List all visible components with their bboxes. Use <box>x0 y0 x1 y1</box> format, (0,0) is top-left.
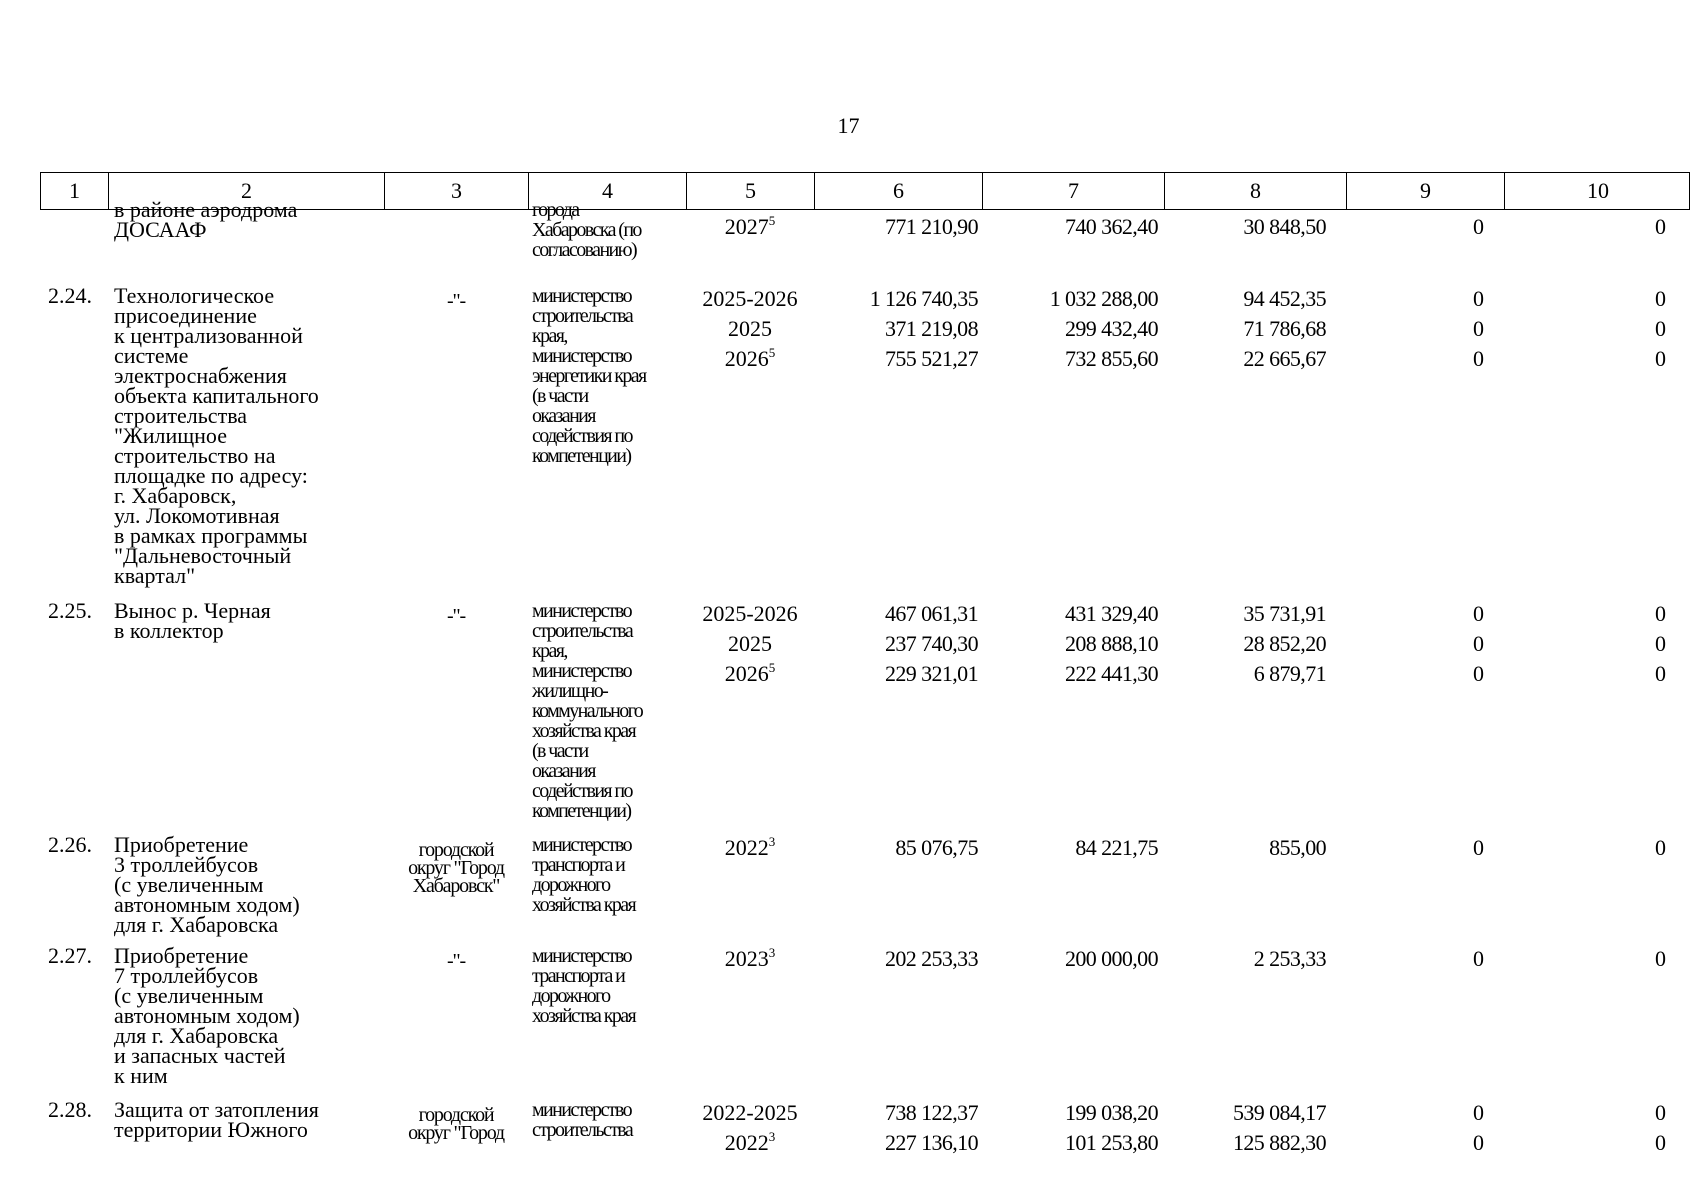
cell-text: 229 321,01 <box>884 661 978 686</box>
amount-value <box>990 1098 1158 1128</box>
column-9 <box>1340 944 1484 974</box>
page-number: 17 <box>837 113 860 138</box>
amount-value <box>1500 659 1666 689</box>
column-10 <box>1500 1098 1666 1158</box>
amount-value <box>1170 212 1326 242</box>
amount-value <box>990 944 1158 974</box>
amount-value <box>1170 833 1326 863</box>
column-10 <box>1500 833 1666 863</box>
column-8 <box>1170 833 1326 863</box>
cell-text: 0 <box>1473 946 1484 971</box>
column-6 <box>820 1098 978 1158</box>
cell-text: 0 <box>1473 286 1484 311</box>
cell-text: 0 <box>1473 214 1484 239</box>
footnote-mark: 5 <box>768 660 776 675</box>
cell-text: 0 <box>1655 835 1666 860</box>
cell-text: 84 221,75 <box>1075 835 1158 860</box>
cell-text: 855,00 <box>1269 835 1326 860</box>
amount-value <box>1500 833 1666 863</box>
row-responsible: министерство строительства края, министерство жилищно- коммунального хозяйства края (в части оказания содействия по компетенции) <box>532 600 643 822</box>
column-5 <box>690 944 810 974</box>
cell-text: 0 <box>1655 946 1666 971</box>
amount-value <box>820 944 978 974</box>
column-5 <box>690 833 810 863</box>
amount-value <box>1170 314 1326 344</box>
amount-value <box>1340 284 1484 314</box>
cell-text: 2023 <box>724 946 769 971</box>
column-9 <box>1340 833 1484 863</box>
column-7 <box>990 284 1158 374</box>
cell-text: 200 000,00 <box>1064 946 1158 971</box>
amount-value <box>1170 629 1326 659</box>
column-5 <box>690 284 810 374</box>
amount-value <box>1170 344 1326 374</box>
amount-value <box>1500 1128 1666 1158</box>
cell-text: 0 <box>1473 1100 1484 1125</box>
amount-value <box>1340 629 1484 659</box>
period-value <box>690 599 810 629</box>
amount-value <box>1500 314 1666 344</box>
row-municipality: -"- <box>447 290 465 312</box>
cell-text: 2 253,33 <box>1253 946 1326 971</box>
period-value <box>690 833 810 863</box>
cell-text: 125 882,30 <box>1232 1130 1326 1155</box>
amount-value <box>1340 1098 1484 1128</box>
amount-value <box>1340 212 1484 242</box>
cell-text: 0 <box>1473 835 1484 860</box>
amount-value <box>1340 944 1484 974</box>
cell-text: 0 <box>1473 1130 1484 1155</box>
cell-text: 2025 <box>728 631 772 656</box>
header-cell-5: 5 <box>687 173 815 209</box>
column-6 <box>820 284 978 374</box>
cell-text: 0 <box>1655 346 1666 371</box>
period-value <box>690 284 810 314</box>
amount-value <box>990 212 1158 242</box>
cell-text: 94 452,35 <box>1243 286 1326 311</box>
column-5 <box>690 1098 810 1158</box>
amount-value <box>1170 659 1326 689</box>
cell-text: 227 136,10 <box>884 1130 978 1155</box>
period-value <box>690 659 810 689</box>
header-cell-9: 9 <box>1347 173 1505 209</box>
row-municipality: -"- <box>447 605 465 627</box>
cell-text: 2025 <box>728 316 772 341</box>
amount-value <box>990 314 1158 344</box>
amount-value <box>1340 599 1484 629</box>
cell-text: 71 786,68 <box>1243 316 1326 341</box>
amount-value <box>820 629 978 659</box>
amount-value <box>820 599 978 629</box>
cell-text: 0 <box>1473 316 1484 341</box>
amount-value <box>1500 944 1666 974</box>
header-cell-2: 2 <box>109 173 385 209</box>
cell-text: 85 076,75 <box>895 835 978 860</box>
amount-value <box>820 1098 978 1128</box>
column-10 <box>1500 599 1666 689</box>
period-value <box>690 1098 810 1128</box>
amount-value <box>1170 599 1326 629</box>
column-6 <box>820 599 978 689</box>
column-9 <box>1340 1098 1484 1158</box>
header-cell-7: 7 <box>983 173 1165 209</box>
row-municipality: городской округ "Город Хабаровск" <box>408 839 504 897</box>
column-8 <box>1170 284 1326 374</box>
amount-value <box>1170 1098 1326 1128</box>
column-7 <box>990 944 1158 974</box>
amount-value <box>990 629 1158 659</box>
cell-text: 35 731,91 <box>1243 601 1326 626</box>
amount-value <box>1340 314 1484 344</box>
amount-value <box>1170 1128 1326 1158</box>
row-responsible: министерство транспорта и дорожного хозяйства края <box>532 834 636 916</box>
cell-text: 2026 <box>724 661 769 686</box>
column-5 <box>690 599 810 689</box>
footnote-mark: 3 <box>768 834 776 849</box>
cell-text: 771 210,90 <box>884 214 978 239</box>
cell-text: 0 <box>1655 286 1666 311</box>
header-cell-10: 10 <box>1587 178 1609 203</box>
amount-value <box>820 833 978 863</box>
amount-value <box>1500 344 1666 374</box>
cell-text: 0 <box>1655 214 1666 239</box>
amount-value <box>1340 659 1484 689</box>
cell-text: 2025-2026 <box>702 286 798 311</box>
cell-text: 0 <box>1473 601 1484 626</box>
row-name: Защита от затопления территории Южного <box>114 1097 319 1142</box>
row-municipality: -"- <box>447 950 465 972</box>
cell-text: 732 855,60 <box>1064 346 1158 371</box>
cell-text: 2025-2026 <box>702 601 798 626</box>
cell-text: 1 126 740,35 <box>869 286 978 311</box>
header-cell-4: 4 <box>529 173 687 209</box>
cell-text: 22 665,67 <box>1243 346 1326 371</box>
period-value <box>690 944 810 974</box>
header-cell-1: 1 <box>41 173 109 209</box>
row-name: Вынос р. Черная в коллектор <box>114 598 271 643</box>
column-9 <box>1340 212 1484 242</box>
cell-text: 2022-2025 <box>702 1100 798 1125</box>
column-10 <box>1500 944 1666 974</box>
amount-value <box>990 284 1158 314</box>
amount-value <box>1170 284 1326 314</box>
cell-text: 740 362,40 <box>1064 214 1158 239</box>
footnote-mark: 3 <box>768 945 776 960</box>
column-10 <box>1500 284 1666 374</box>
row-responsible: министерство строительства края, министерство энергетики края (в части оказания содействия по компетенции) <box>532 285 646 467</box>
column-8 <box>1170 599 1326 689</box>
amount-value <box>1340 344 1484 374</box>
cell-text: 0 <box>1655 661 1666 686</box>
amount-value <box>1340 833 1484 863</box>
row-municipality: городской округ "Город <box>408 1104 504 1144</box>
cell-text: 2022 <box>724 835 769 860</box>
column-6 <box>820 944 978 974</box>
cell-text: 199 038,20 <box>1064 1100 1158 1125</box>
cell-text: 431 329,40 <box>1064 601 1158 626</box>
amount-value <box>820 314 978 344</box>
row-name: Приобретение 3 троллейбусов (с увеличенным автономным ходом) для г. Хабаровска <box>114 832 300 937</box>
header-cell-6: 6 <box>815 173 983 209</box>
amount-value <box>820 1128 978 1158</box>
row-number: 2.26. <box>48 832 92 857</box>
row-responsible: министерство строительства <box>532 1099 633 1141</box>
column-8 <box>1170 1098 1326 1158</box>
column-7 <box>990 212 1158 242</box>
cell-text: 539 084,17 <box>1232 1100 1326 1125</box>
row-name: в районе аэродрома ДОСААФ <box>114 197 298 242</box>
cell-text: 0 <box>1473 661 1484 686</box>
column-9 <box>1340 599 1484 689</box>
cell-text: 755 521,27 <box>884 346 978 371</box>
amount-value <box>820 659 978 689</box>
header-cell-3: 3 <box>385 173 529 209</box>
cell-text: 0 <box>1655 601 1666 626</box>
cell-text: 738 122,37 <box>884 1100 978 1125</box>
cell-text: 2027 <box>724 214 769 239</box>
amount-value <box>820 284 978 314</box>
amount-value <box>1170 944 1326 974</box>
cell-text: 0 <box>1473 631 1484 656</box>
row-name: Технологическое присоединение к централизованной системе электроснабжения объекта капитального строительства "Жилищное строительство на площадке по адресу: г. Хабаровск, ул. Локомотивная в рамках программы "Дальневосточный квартал" <box>114 283 319 588</box>
cell-text: 0 <box>1655 631 1666 656</box>
period-value <box>690 1128 810 1158</box>
column-7 <box>990 1098 1158 1158</box>
amount-value <box>820 344 978 374</box>
cell-text: 222 441,30 <box>1064 661 1158 686</box>
column-6 <box>820 212 978 242</box>
period-value <box>690 344 810 374</box>
cell-text: 202 253,33 <box>884 946 978 971</box>
amount-value <box>990 599 1158 629</box>
amount-value <box>990 833 1158 863</box>
row-name: Приобретение 7 троллейбусов (с увеличенным автономным ходом) для г. Хабаровска и запасных частей к ним <box>114 943 300 1088</box>
amount-value <box>1340 1128 1484 1158</box>
column-8 <box>1170 944 1326 974</box>
row-number: 2.24. <box>48 283 92 308</box>
cell-text: 0 <box>1655 1100 1666 1125</box>
footnote-mark: 3 <box>768 1129 776 1144</box>
cell-text: 28 852,20 <box>1243 631 1326 656</box>
amount-value <box>1500 212 1666 242</box>
header-cell-8: 8 <box>1165 173 1347 209</box>
amount-value <box>1500 629 1666 659</box>
column-5 <box>690 212 810 242</box>
column-8 <box>1170 212 1326 242</box>
cell-text: 371 219,08 <box>884 316 978 341</box>
cell-text: 0 <box>1655 1130 1666 1155</box>
footnote-mark: 5 <box>768 213 776 228</box>
footnote-mark: 5 <box>768 345 776 360</box>
row-number: 2.25. <box>48 598 92 623</box>
amount-value <box>990 344 1158 374</box>
amount-value <box>820 212 978 242</box>
amount-value <box>1500 284 1666 314</box>
cell-text: 299 432,40 <box>1064 316 1158 341</box>
column-7 <box>990 599 1158 689</box>
amount-value <box>1500 599 1666 629</box>
cell-text: 2026 <box>724 346 769 371</box>
row-number: 2.27. <box>48 943 92 968</box>
cell-text: 0 <box>1473 346 1484 371</box>
amount-value <box>990 1128 1158 1158</box>
cell-text: 467 061,31 <box>884 601 978 626</box>
row-number: 2.28. <box>48 1097 92 1122</box>
column-9 <box>1340 284 1484 374</box>
cell-text: 208 888,10 <box>1064 631 1158 656</box>
cell-text: 237 740,30 <box>884 631 978 656</box>
cell-text: 30 848,50 <box>1243 214 1326 239</box>
cell-text: 6 879,71 <box>1253 661 1326 686</box>
cell-text: 101 253,80 <box>1064 1130 1158 1155</box>
period-value <box>690 212 810 242</box>
column-10 <box>1500 212 1666 242</box>
cell-text: 1 032 288,00 <box>1049 286 1158 311</box>
cell-text: 2022 <box>724 1130 769 1155</box>
amount-value <box>990 659 1158 689</box>
period-value <box>690 629 810 659</box>
column-6 <box>820 833 978 863</box>
period-value <box>690 314 810 344</box>
row-responsible: министерство транспорта и дорожного хозяйства края <box>532 945 636 1027</box>
row-responsible: города Хабаровска (по согласованию) <box>532 199 641 261</box>
amount-value <box>1500 1098 1666 1128</box>
cell-text: 0 <box>1655 316 1666 341</box>
column-7 <box>990 833 1158 863</box>
